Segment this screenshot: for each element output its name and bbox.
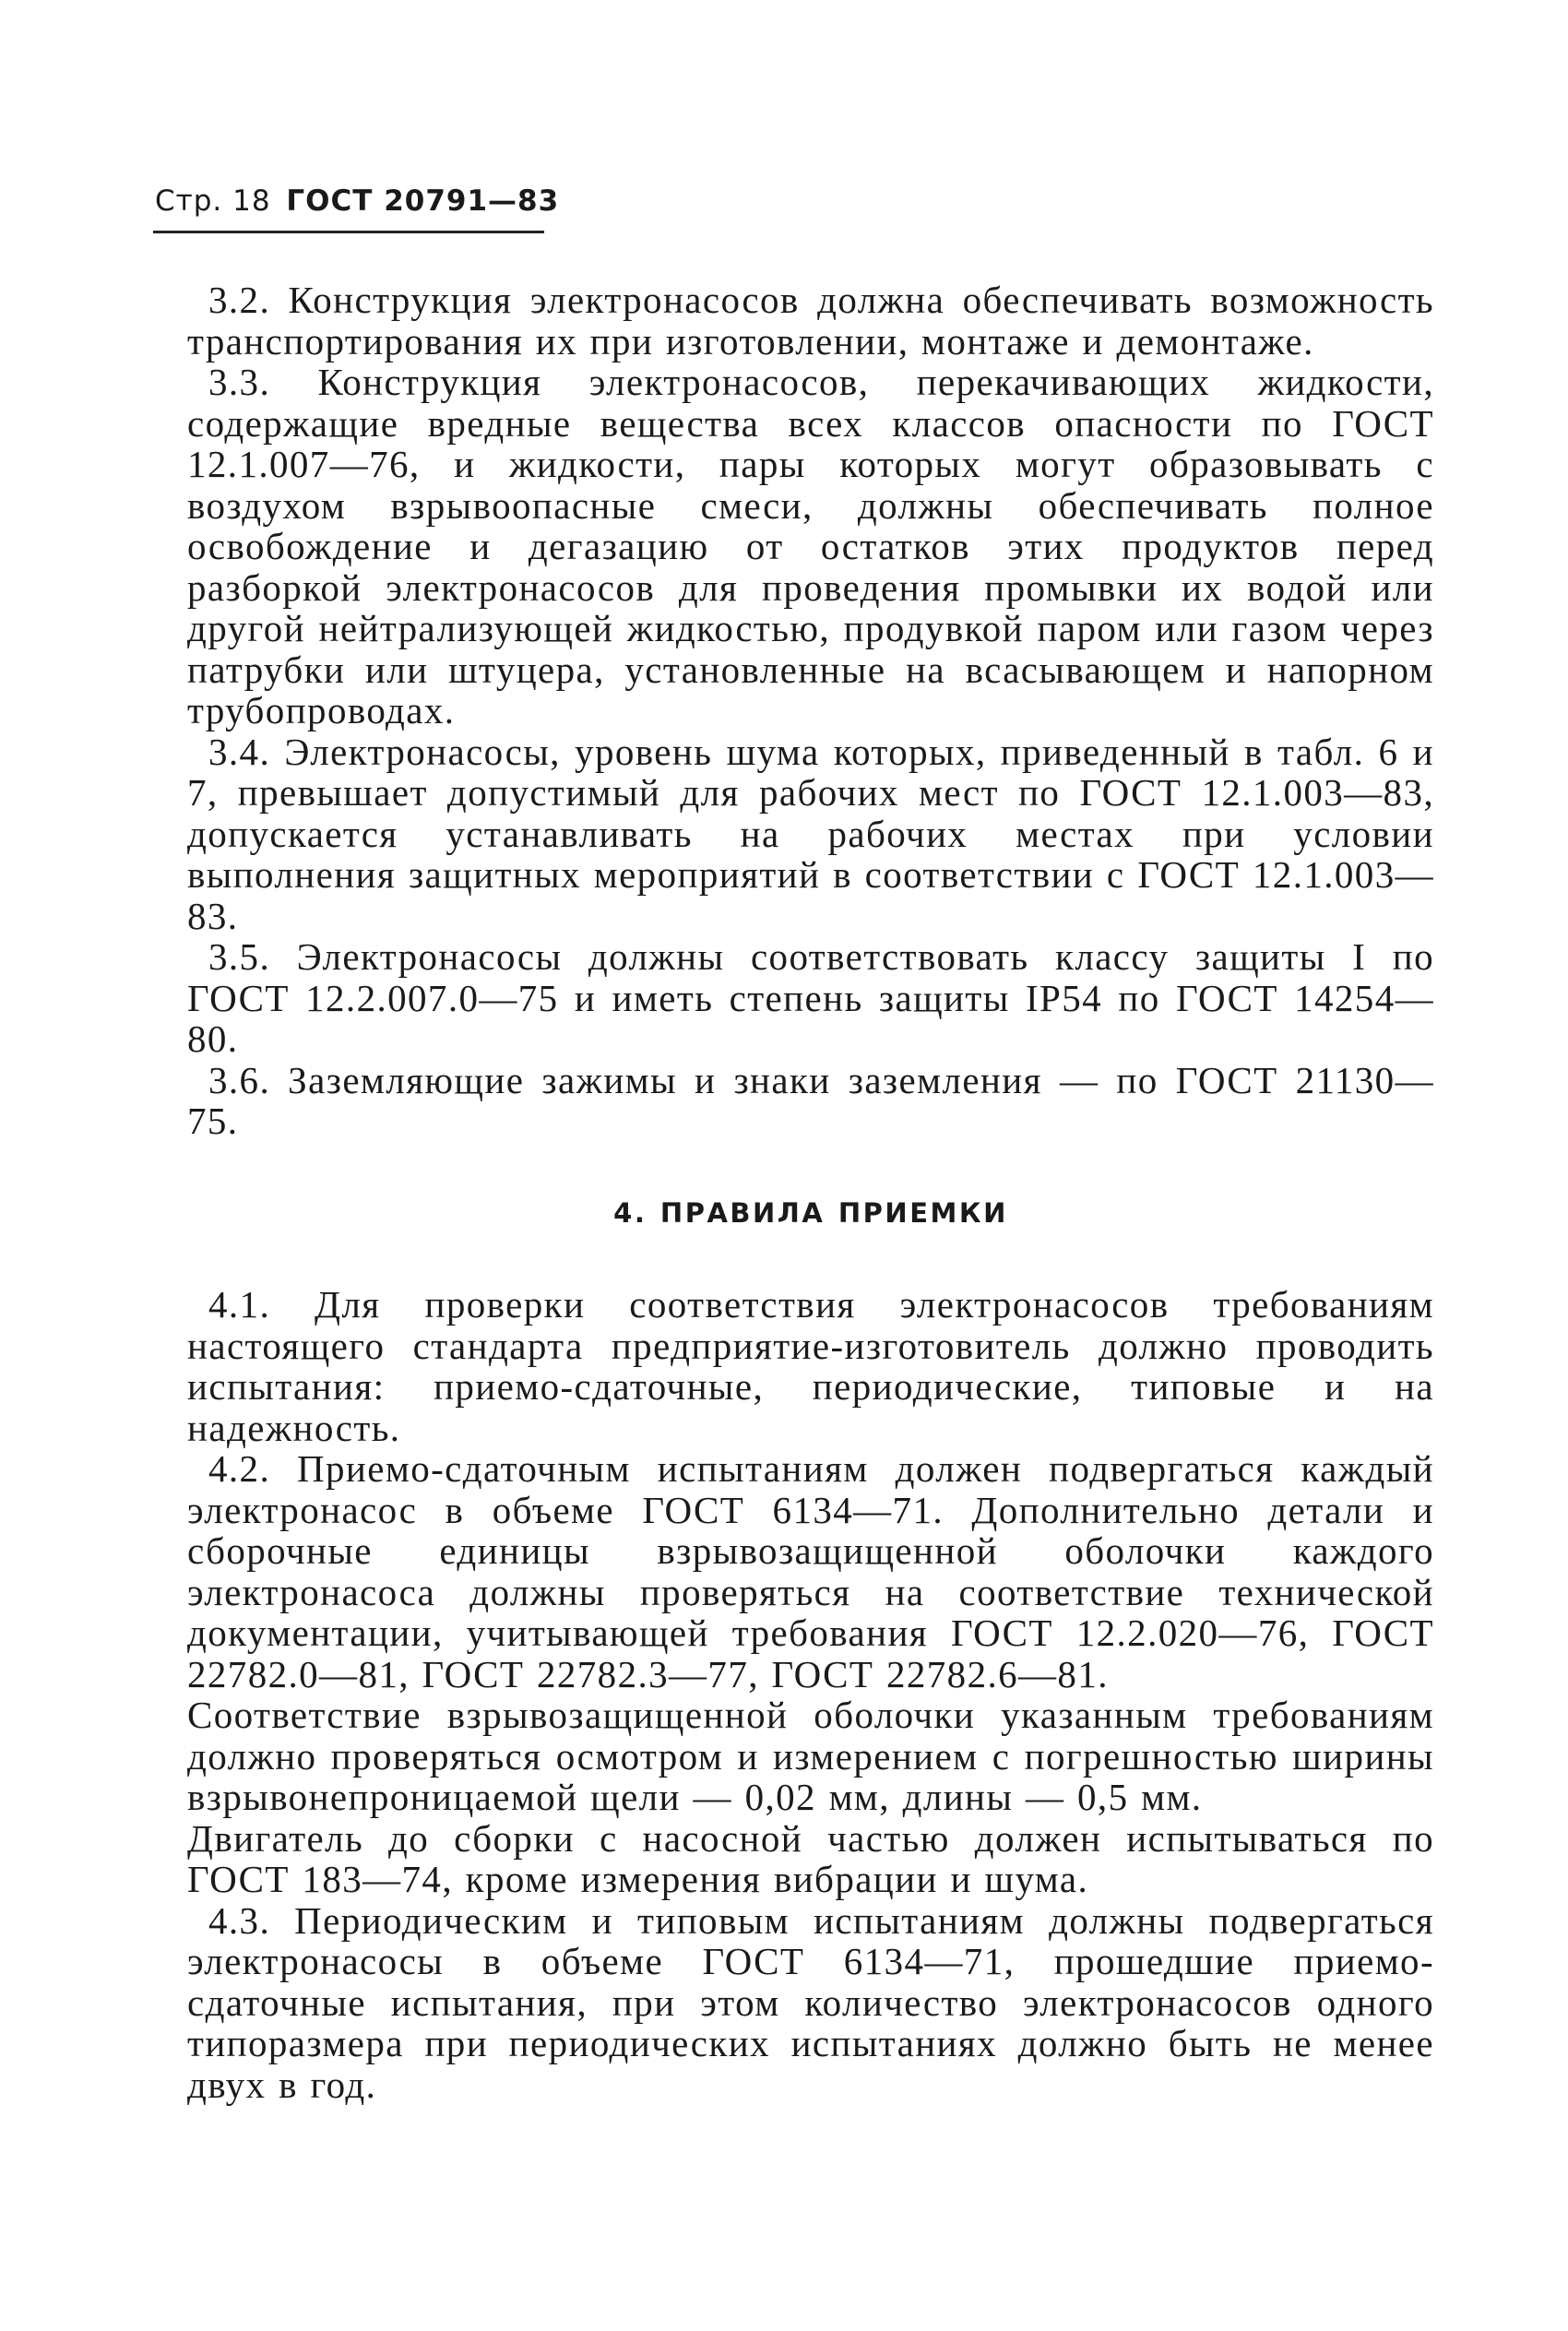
paragraph-4-1: 4.1. Для проверки соответствия электронасосов требованиям настоящего стандарта предприятие-изготовитель должно проводить испытания: приемо-сдаточные, периодические, типовые и на надежность.	[187, 1283, 1434, 1449]
standard-number: ГОСТ 20791—83	[286, 184, 560, 218]
paragraph-4-2-motor: Двигатель до сборки с насосной частью должен испытываться по ГОСТ 183—74, кроме измерения вибрации и шума.	[187, 1816, 1434, 1900]
header-rule	[153, 231, 544, 233]
paragraph-4-3: 4.3. Периодическим и типовым испытаниям должны подвергаться электронасосы в объеме ГОСТ 6134—71, прошедшие приемо-сдаточные испытания, при этом количество электронасосов одного типоразмера при периодических испытаниях должно быть не менее двух в год.	[187, 1898, 1434, 2106]
paragraph-3-3: 3.3. Конструкция электронасосов, перекачивающих жидкости, содержащие вредные вещества всех классов опасности по ГОСТ 12.1.007—76, и жидкости, пары которых могут образовывать с воздухом взрывоопасные смеси, должны обеспечивать полное освобождение и дегазацию от остатков этих продуктов перед разборкой электронасосов для проведения промывки их водой или другой нейтрализующей жидкостью, продувкой паром или газом через патрубки или штуцера, установленные на всасывающем и напорном трубопроводах.	[187, 361, 1434, 731]
paragraph-3-2: 3.2. Конструкция электронасосов должна обеспечивать возможность транспортирования их при изготовлении, монтаже и демонтаже.	[187, 279, 1434, 363]
paragraph-3-6: 3.6. Заземляющие зажимы и знаки заземления — по ГОСТ 21130—75.	[187, 1058, 1434, 1142]
body-text	[187, 279, 1434, 2105]
paragraph-4-2-compliance: Соответствие взрывозащищенной оболочки указанным требованиям должно проверяться осмотром и измерением с погрешностью ширины взрывонепроницаемой щели — 0,02 мм, длины — 0,5 мм.	[187, 1694, 1434, 1818]
section-heading-acceptance-rules: 4. ПРАВИЛА ПРИЕМКИ	[613, 1196, 1008, 1229]
paragraph-3-4: 3.4. Электронасосы, уровень шума которых, приведенный в табл. 6 и 7, превышает допустимый для рабочих мест по ГОСТ 12.1.003—83, допускается устанавливать на рабочих местах при условии выполнения защитных мероприятий в соответствии с ГОСТ 12.1.003—83.	[187, 730, 1434, 937]
paragraph-4-2: 4.2. Приемо-сдаточным испытаниям должен подвергаться каждый электронасос в объеме ГОСТ 6134—71. Дополнительно детали и сборочные единицы взрывозащищенной оболочки каждого электронасоса должны проверяться на соответствие технической документации, учитывающей требования ГОСТ 12.2.020—76, ГОСТ 22782.0—81, ГОСТ 22782.3—77, ГОСТ 22782.6—81.	[187, 1447, 1434, 1695]
page-number: Стр. 18	[155, 184, 271, 218]
paragraph-3-5: 3.5. Электронасосы должны соответствовать классу защиты I по ГОСТ 12.2.007.0—75 и иметь степень защиты IP54 по ГОСТ 14254—80.	[187, 935, 1434, 1060]
running-header	[155, 184, 559, 218]
